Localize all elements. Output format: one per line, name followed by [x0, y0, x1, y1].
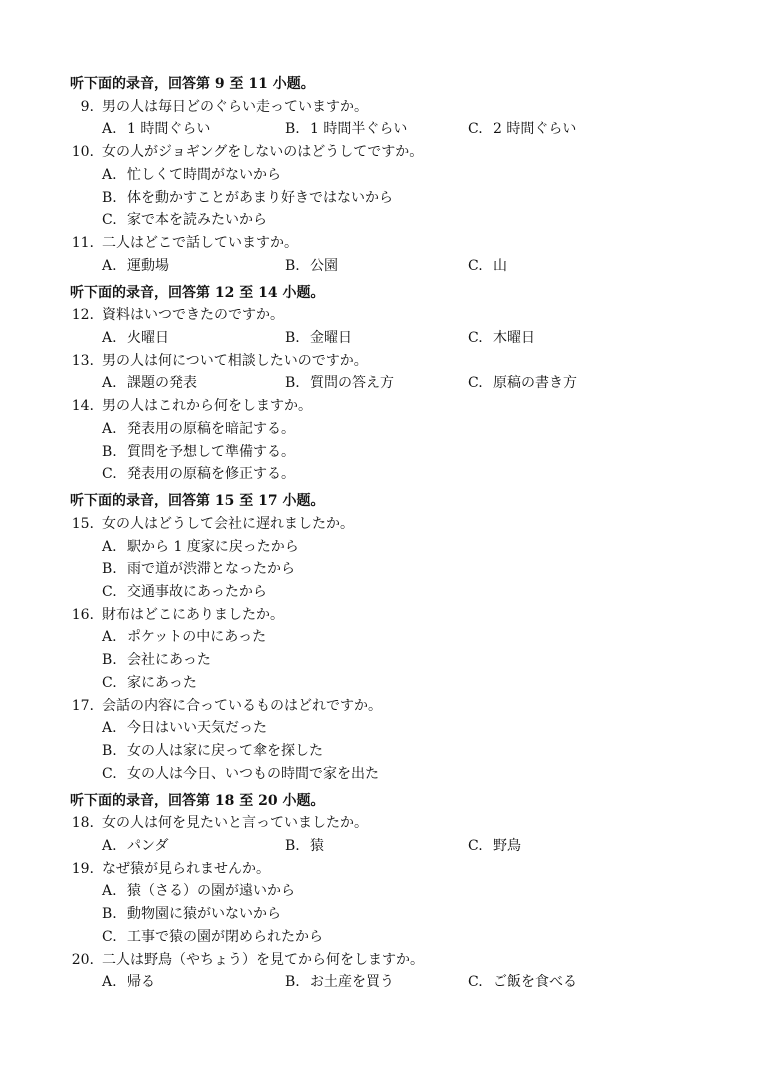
option-text: 忙しくて時間がないから	[127, 166, 281, 183]
question-number: 18.	[71, 815, 94, 832]
option-line	[0, 209, 760, 231]
question-text: 男の人は毎日どのぐらい走っていますか。	[102, 98, 368, 115]
question-text: 女の人がジョギングをしないのはどうしてですか。	[102, 144, 424, 161]
option-text: 交通事故にあったから	[127, 584, 267, 600]
option-letter: B.	[285, 121, 300, 138]
option-text: 女の人は今日、いつもの時間で家を出た	[127, 765, 379, 782]
option-text: 動物園に猿がいないから	[127, 906, 281, 923]
option-row	[0, 835, 760, 857]
question-number: 14.	[71, 398, 94, 415]
option-line	[0, 164, 760, 186]
option-text: 課題の発表	[127, 375, 197, 392]
question-number: 19.	[71, 860, 94, 877]
option-text: 帰る	[127, 974, 155, 991]
option-letter: A.	[102, 257, 117, 274]
option-text: 発表用の原稿を暗記する。	[127, 420, 295, 437]
option-row	[0, 372, 760, 394]
question-text: 会話の内容に合っているものはどれですか。	[102, 697, 382, 714]
option-text: 今日はいい天気だった	[127, 720, 267, 737]
option-letter: C.	[102, 466, 117, 483]
option-line	[0, 441, 760, 463]
option-line	[0, 717, 760, 739]
option-letter: A.	[102, 420, 117, 437]
option-letter: B.	[102, 906, 117, 923]
option-letter: C.	[468, 121, 483, 138]
option-text: 家にあった	[127, 674, 197, 691]
option-letter: B.	[102, 189, 117, 206]
option-text: 2 時間ぐらい	[493, 121, 577, 138]
question-number: 15.	[71, 515, 94, 532]
question-text: 資料はいつできたのですか。	[102, 307, 284, 324]
question-line	[0, 96, 760, 118]
option-row	[0, 118, 760, 140]
option-text: 火曜日	[127, 330, 169, 346]
option-letter: B.	[285, 257, 300, 274]
question-line	[0, 395, 760, 417]
option-text: 家で本を読みたいから	[127, 212, 267, 229]
option-text: お土産を買う	[310, 974, 394, 991]
section-heading: 听下面的录音，回答第 12 至 14 小题。	[70, 284, 325, 301]
option-line	[0, 463, 760, 485]
option-letter: A.	[102, 974, 117, 991]
option-line	[0, 536, 760, 558]
option-row	[0, 971, 760, 993]
question-text: 財布はどこにありましたか。	[102, 606, 284, 623]
option-text: ご飯を食べる	[493, 974, 577, 991]
question-line	[0, 232, 760, 254]
option-line	[0, 187, 760, 209]
option-text: 公園	[310, 257, 338, 274]
option-line	[0, 649, 760, 671]
option-line	[0, 926, 760, 948]
option-text: 発表用の原稿を修正する。	[127, 466, 295, 483]
option-text: 工事で猿の園が閉められたから	[127, 928, 323, 945]
option-letter: B.	[102, 652, 117, 669]
question-line	[0, 141, 760, 163]
option-line	[0, 763, 760, 785]
question-number: 16.	[71, 606, 94, 623]
question-text: 女の人は何を見たいと言っていましたか。	[102, 815, 368, 832]
option-line	[0, 672, 760, 694]
option-letter: A.	[102, 720, 117, 737]
question-number: 10.	[71, 144, 94, 161]
option-letter: C.	[102, 765, 117, 782]
option-letter: C.	[102, 212, 117, 229]
option-text: 原稿の書き方	[493, 375, 577, 392]
question-text: 二人は野鳥（やちょう）を見てから何をしますか。	[102, 951, 424, 968]
question-line	[0, 304, 760, 326]
question-line	[0, 695, 760, 717]
option-text: 雨で道が渋滞となったから	[127, 561, 295, 578]
option-letter: C.	[102, 674, 117, 691]
question-line	[0, 604, 760, 626]
option-letter: B.	[285, 974, 300, 991]
option-letter: B.	[285, 838, 300, 854]
option-letter: C.	[468, 974, 483, 991]
question-line	[0, 513, 760, 535]
option-text: 猿（さる）の園が遠いから	[127, 883, 295, 900]
option-letter: B.	[102, 443, 117, 460]
option-letter: A.	[102, 838, 117, 854]
option-line	[0, 903, 760, 925]
option-letter: A.	[102, 375, 117, 392]
option-text: 女の人は家に戻って傘を探した	[127, 742, 323, 759]
option-letter: C.	[468, 330, 483, 346]
question-line	[0, 350, 760, 372]
question-line	[0, 858, 760, 880]
section-heading: 听下面的录音，回答第 9 至 11 小题。	[70, 76, 315, 92]
option-text: 金曜日	[310, 330, 352, 346]
option-letter: A.	[102, 121, 117, 138]
option-line	[0, 626, 760, 648]
question-number: 20.	[71, 951, 94, 968]
option-line	[0, 581, 760, 603]
option-text: 質問を予想して準備する。	[127, 443, 295, 460]
question-line	[0, 812, 760, 834]
option-text: 1 時間ぐらい	[127, 121, 211, 138]
option-letter: C.	[468, 838, 483, 854]
option-text: 木曜日	[493, 330, 535, 346]
option-text: ポケットの中にあった	[127, 629, 267, 646]
option-letter: A.	[102, 629, 117, 646]
option-text: パンダ	[127, 838, 169, 854]
question-text: 二人はどこで話していますか。	[102, 234, 298, 251]
option-letter: B.	[102, 742, 117, 759]
section-heading: 听下面的录音，回答第 18 至 20 小题。	[70, 792, 325, 809]
question-text: 男の人はこれから何をしますか。	[102, 398, 312, 415]
option-text: 猿	[310, 838, 324, 854]
option-letter: A.	[102, 538, 117, 555]
question-text: 男の人は何について相談したいのですか。	[102, 352, 368, 369]
option-letter: B.	[285, 375, 300, 392]
option-letter: C.	[102, 928, 117, 945]
question-line	[0, 949, 760, 971]
option-text: 運動場	[127, 257, 169, 274]
question-number: 13.	[71, 352, 94, 369]
question-number: 17.	[71, 697, 94, 714]
option-letter: A.	[102, 330, 117, 346]
option-line	[0, 880, 760, 902]
option-letter: C.	[468, 375, 483, 392]
option-line	[0, 740, 760, 762]
question-number: 9.	[80, 98, 94, 115]
section-heading: 听下面的录音，回答第 15 至 17 小题。	[70, 493, 325, 510]
question-number: 12.	[71, 307, 94, 324]
option-line	[0, 558, 760, 580]
question-number: 11.	[71, 234, 94, 251]
option-letter: C.	[102, 584, 117, 600]
option-text: 野鳥	[493, 838, 521, 854]
option-text: 駅から 1 度家に戻ったから	[127, 538, 299, 555]
option-letter: B.	[102, 561, 117, 578]
option-row	[0, 327, 760, 349]
option-text: 質問の答え方	[310, 375, 394, 392]
option-text: 体を動かすことがあまり好きではないから	[127, 189, 393, 206]
option-text: 1 時間半ぐらい	[310, 121, 408, 138]
option-letter: A.	[102, 166, 117, 183]
question-text: 女の人はどうして会社に遅れましたか。	[102, 515, 354, 532]
option-text: 山	[493, 257, 507, 274]
option-letter: A.	[102, 883, 117, 900]
option-letter: C.	[468, 257, 483, 274]
option-text: 会社にあった	[127, 652, 211, 669]
option-line	[0, 418, 760, 440]
question-text: なぜ猿が見られませんか。	[102, 860, 270, 877]
option-letter: B.	[285, 330, 300, 346]
option-row	[0, 255, 760, 277]
